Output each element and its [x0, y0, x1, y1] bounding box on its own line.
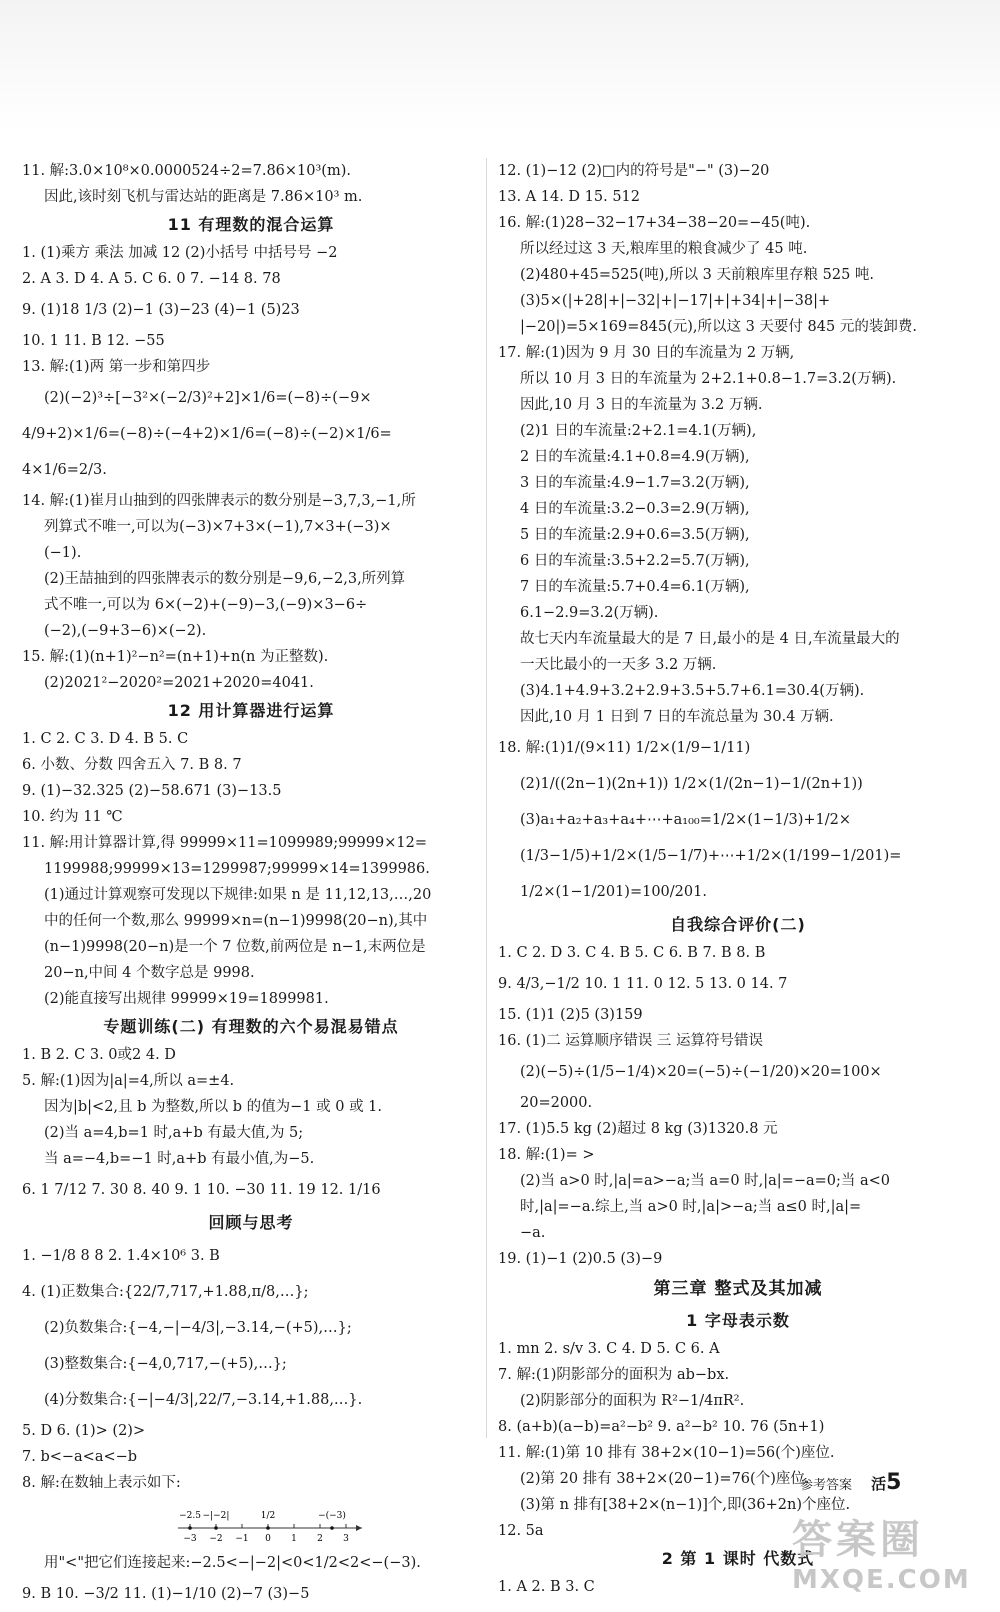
left-column	[22, 158, 480, 1612]
answer-line: 4/9+2)×1/6=(−8)÷(−4+2)×1/6=(−8)÷(−2)×1/6=	[22, 426, 392, 442]
answer-line: 10. 1 11. B 12. −55	[22, 333, 165, 349]
answer-line: 所以 10 月 3 日的车流量为 2+2.1+0.8−1.7=3.2(万辆).	[520, 371, 897, 387]
column-divider	[486, 158, 487, 1438]
answer-line: 因此,10 月 1 日到 7 日的车流总量为 30.4 万辆.	[520, 709, 834, 725]
number-line-point	[266, 1526, 270, 1530]
answer-line: (2)能直接写出规律 99999×19=1899981.	[44, 991, 329, 1007]
answer-line: 16. 解:(1)28−32−17+34−38−20=−45(吨).	[498, 215, 811, 231]
answer-line: (2)第 20 排有 38+2×(20−1)=76(个)座位.	[520, 1471, 810, 1487]
answer-line: 5. D 6. (1)> (2)>	[22, 1423, 146, 1439]
answer-line: 12. 5a	[498, 1523, 544, 1539]
answer-line: (−2),(−9+3−6)×(−2).	[44, 623, 207, 639]
answer-line: 15. 解:(1)(n+1)²−n²=(n+1)+n(n 为正整数).	[22, 649, 329, 665]
page-footer	[800, 1470, 901, 1495]
number-line-tick-label: 3	[343, 1534, 349, 1544]
answer-line: 9. (1)18 1/3 (2)−1 (3)−23 (4)−1 (5)23	[22, 302, 300, 318]
answer-line: (2)当 a>0 时,|a|=a>−a;当 a=0 时,|a|=−a=0;当 a<0	[520, 1173, 891, 1189]
answer-line: 11. 解:(1)第 10 排有 38+2×(10−1)=56(个)座位.	[498, 1445, 835, 1461]
answer-line: (2)1 日的车流量:2+2.1=4.1(万辆),	[520, 423, 757, 439]
answer-line: 14. 解:(1)崔月山抽到的四张牌表示的数分别是−3,7,3,−1,所	[22, 493, 416, 509]
answer-line: 7. 解:(1)阴影部分的面积为 ab−bx.	[498, 1367, 730, 1383]
answer-line: 7. b<−a<a<−b	[22, 1449, 138, 1465]
answer-line: (1)通过计算观察可发现以下规律:如果 n 是 11,12,13,…,20	[44, 887, 432, 903]
answer-line: (2)2021²−2020²=2021+2020=4041.	[44, 675, 314, 691]
answer-line: |−20|)=5×169=845(元),所以这 3 天要付 845 元的装卸费.	[520, 319, 917, 335]
answer-line: 当 a=−4,b=−1 时,a+b 有最小值,为−5.	[44, 1151, 315, 1167]
answer-line: (1/3−1/5)+1/2×(1/5−1/7)+⋯+1/2×(1/199−1/201)=	[520, 848, 902, 864]
section-heading: 2 第 1 课时 代数式	[661, 1549, 815, 1568]
answer-line: 1. B 2. C 3. 0或2 4. D	[22, 1047, 176, 1063]
answer-line: 所以经过这 3 天,粮库里的粮食减少了 45 吨.	[520, 241, 808, 257]
answer-line: 1. mn 2. s/v 3. C 4. D 5. C 6. A	[498, 1341, 720, 1357]
number-line-point-label: −2.5	[179, 1511, 201, 1521]
watermark-logo: 答案圈	[792, 1517, 924, 1563]
answer-line: 18. 解:(1)1/(9×11) 1/2×(1/9−1/11)	[498, 740, 751, 756]
page-number: 5	[886, 1470, 902, 1495]
answer-line: 20=2000.	[520, 1095, 593, 1111]
answer-line: (2)(−2)³÷[−3²×(−2/3)²+2]×1/6=(−8)÷(−9×	[44, 390, 372, 406]
section-heading: 自我综合评价(二)	[670, 915, 806, 934]
answer-line: 4×1/6=2/3.	[22, 462, 107, 478]
answer-line: 1. A 2. B 3. C	[498, 1579, 595, 1595]
number-line-point-label: 1/2	[260, 1511, 276, 1521]
answer-line: −a.	[520, 1225, 546, 1241]
answer-line: 15. (1)1 (2)5 (3)159	[498, 1007, 643, 1023]
number-line-svg	[172, 1496, 372, 1550]
answer-line: 10. 约为 11 ℃	[22, 809, 123, 825]
answer-line: 18. 解:(1)= >	[498, 1147, 595, 1163]
answer-line: 19. (1)−1 (2)0.5 (3)−9	[498, 1251, 663, 1267]
answer-line: 1. (1)乘方 乘法 加减 12 (2)小括号 中括号号 −2	[22, 245, 338, 261]
answer-line: (2)(−5)÷(1/5−1/4)×20=(−5)÷(−1/20)×20=100×	[520, 1064, 882, 1080]
section-heading: 1 字母表示数	[686, 1311, 790, 1330]
answer-line: 8. (a+b)(a−b)=a²−b² 9. a²−b² 10. 76 (5n+1)	[498, 1419, 825, 1435]
number-line-point-label: −(−3)	[318, 1511, 346, 1521]
section-heading: 第三章 整式及其加减	[653, 1279, 823, 1299]
answer-line: 6. 1 7/12 7. 30 8. 40 9. 1 10. −30 11. 19 12. 1/16	[22, 1182, 381, 1198]
answer-line: 1. −1/8 8 8 2. 1.4×10⁶ 3. B	[22, 1248, 220, 1264]
answer-line: 11. 解:3.0×10⁸×0.0000524÷2=7.86×10³(m).	[22, 163, 351, 179]
answer-line: 6. 小数、分数 四舍五入 7. B 8. 7	[22, 757, 242, 773]
answer-line: (n−1)9998(20−n)是一个 7 位数,前两位是 n−1,末两位是	[44, 939, 426, 955]
answer-line: (−1).	[44, 545, 82, 561]
number-line-point	[214, 1526, 218, 1530]
answer-line: 12. (1)−12 (2)□内的符号是"−" (3)−20	[498, 163, 770, 179]
number-line-tick-label: −2	[209, 1534, 223, 1544]
answer-line: 1199988;99999×13=1299987;99999×14=1399986.	[44, 861, 430, 877]
answer-line: 因为|b|<2,且 b 为整数,所以 b 的值为−1 或 0 或 1.	[44, 1099, 383, 1115]
answer-line: 20−n,中间 4 个数字总是 9998.	[44, 965, 255, 981]
answer-line: 5. 解:(1)因为|a|=4,所以 a=±4.	[22, 1073, 235, 1089]
number-line-tick-label: 0	[265, 1534, 271, 1544]
answer-line: (3)第 n 排有[38+2×(n−1)]个,即(36+2n)个座位.	[520, 1497, 851, 1513]
number-line-point-label: −|−2|	[202, 1511, 230, 1521]
answer-line: 6 日的车流量:3.5+2.2=5.7(万辆),	[520, 553, 750, 569]
answer-line: (4)分数集合:{−|−4/3|,22/7,−3.14,+1.88,…}.	[44, 1392, 363, 1408]
answer-line: 13. A 14. D 15. 512	[498, 189, 640, 205]
answer-line: 列算式不唯一,可以为(−3)×7+3×(−1),7×3+(−3)×	[44, 519, 392, 535]
number-line-tick-label: −3	[183, 1534, 197, 1544]
answer-line: 2 日的车流量:4.1+0.8=4.9(万辆),	[520, 449, 750, 465]
answer-line: 8. 解:在数轴上表示如下:	[22, 1475, 181, 1491]
section-heading: 12 用计算器进行运算	[167, 701, 335, 720]
answer-line: (3)a₁+a₂+a₃+a₄+⋯+a₁₀₀=1/2×(1−1/3)+1/2×	[520, 812, 851, 828]
number-line-tick-label: 1	[291, 1534, 297, 1544]
answer-line: 1. C 2. D 3. C 4. B 5. C 6. B 7. B 8. B	[498, 945, 766, 961]
watermark	[792, 1508, 982, 1595]
number-line-point	[330, 1526, 334, 1530]
answer-line: 9. 4/3,−1/2 10. 1 11. 0 12. 5 13. 0 14. 7	[498, 976, 788, 992]
answer-line: 因此,10 月 3 日的车流量为 3.2 万辆.	[520, 397, 763, 413]
answer-line: 时,|a|=−a.综上,当 a>0 时,|a|>−a;当 a≤0 时,|a|=	[520, 1199, 862, 1215]
answer-line: 1. C 2. C 3. D 4. B 5. C	[22, 731, 189, 747]
answer-line: 1/2×(1−1/201)=100/201.	[520, 884, 707, 900]
section-heading: 11 有理数的混合运算	[167, 215, 335, 234]
answer-line: 16. (1)二 运算顺序错误 三 运算符号错误	[498, 1033, 764, 1049]
right-column	[498, 158, 978, 1600]
number-line-point	[188, 1526, 192, 1530]
footer-brand: 活	[871, 1475, 887, 1493]
answer-line: 7 日的车流量:5.7+0.4=6.1(万辆),	[520, 579, 750, 595]
number-line-figure	[172, 1496, 372, 1550]
section-heading: 专题训练(二) 有理数的六个易混易错点	[103, 1017, 399, 1036]
number-line-tick-label: 2	[317, 1534, 323, 1544]
answer-line: 11. 解:用计算器计算,得 99999×11=1099989;99999×12=	[22, 835, 427, 851]
answer-line: 中的任何一个数,那么 99999×n=(n−1)9998(20−n),其中	[44, 913, 428, 929]
answer-line: 2. A 3. D 4. A 5. C 6. 0 7. −14 8. 78	[22, 271, 281, 287]
answer-line: 故七天内车流量最大的是 7 日,最小的是 4 日,车流量最大的	[520, 631, 900, 647]
answer-line: 17. 解:(1)因为 9 月 30 日的车流量为 2 万辆,	[498, 345, 795, 361]
answer-line: (2)王喆抽到的四张牌表示的数分别是−9,6,−2,3,所列算	[44, 571, 406, 587]
footer-label: 参考答案	[800, 1478, 853, 1493]
answer-line: 9. B 10. −3/2 11. (1)−1/10 (2)−7 (3)−5	[22, 1586, 310, 1602]
answer-line: 13. 解:(1)两 第一步和第四步	[22, 359, 211, 375]
scan-top-band	[0, 0, 1000, 130]
answer-line: 9. (1)−32.325 (2)−58.671 (3)−13.5	[22, 783, 282, 799]
section-heading: 回顾与思考	[208, 1213, 294, 1232]
answer-line: (2)当 a=4,b=1 时,a+b 有最大值,为 5;	[44, 1125, 304, 1141]
answer-line: 因此,该时刻飞机与雷达站的距离是 7.86×10³ m.	[44, 189, 363, 205]
answer-line: 17. (1)5.5 kg (2)超过 8 kg (3)1320.8 元	[498, 1121, 778, 1137]
answer-line: (3)4.1+4.9+3.2+2.9+3.5+5.7+6.1=30.4(万辆).	[520, 683, 865, 699]
answer-line: 4. (1)正数集合:{22/7,717,+1.88,π/8,…};	[22, 1284, 309, 1300]
answer-line: 用"<"把它们连接起来:−2.5<−|−2|<0<1/2<2<−(−3).	[44, 1555, 421, 1571]
answer-line: 6.1−2.9=3.2(万辆).	[520, 605, 659, 621]
answer-line: 一天比最小的一天多 3.2 万辆.	[520, 657, 717, 673]
answer-line: (2)480+45=525(吨),所以 3 天前粮库里存粮 525 吨.	[520, 267, 875, 283]
number-line-tick-label: −1	[235, 1534, 249, 1544]
answer-line: 3 日的车流量:4.9−1.7=3.2(万辆),	[520, 475, 750, 491]
answer-line: (2)1/((2n−1)(2n+1)) 1/2×(1/(2n−1)−1/(2n+1))	[520, 776, 863, 792]
answer-line: 5 日的车流量:2.9+0.6=3.5(万辆),	[520, 527, 750, 543]
answer-line: (3)5×(|+28|+|−32|+|−17|+|+34|+|−38|+	[520, 293, 831, 309]
answer-line: 4 日的车流量:3.2−0.3=2.9(万辆),	[520, 501, 750, 517]
answer-line: (2)负数集合:{−4,−|−4/3|,−3.14,−(+5),…};	[44, 1320, 352, 1336]
answer-line: (3)整数集合:{−4,0,717,−(+5),…};	[44, 1356, 287, 1372]
answer-line: (2)阴影部分的面积为 R²−1/4πR².	[520, 1393, 745, 1409]
answer-line: 式不唯一,可以为 6×(−2)+(−9)−3,(−9)×3−6÷	[44, 597, 368, 613]
number-line-arrow	[356, 1525, 362, 1531]
watermark-site: MXQE.COM	[792, 1565, 971, 1595]
